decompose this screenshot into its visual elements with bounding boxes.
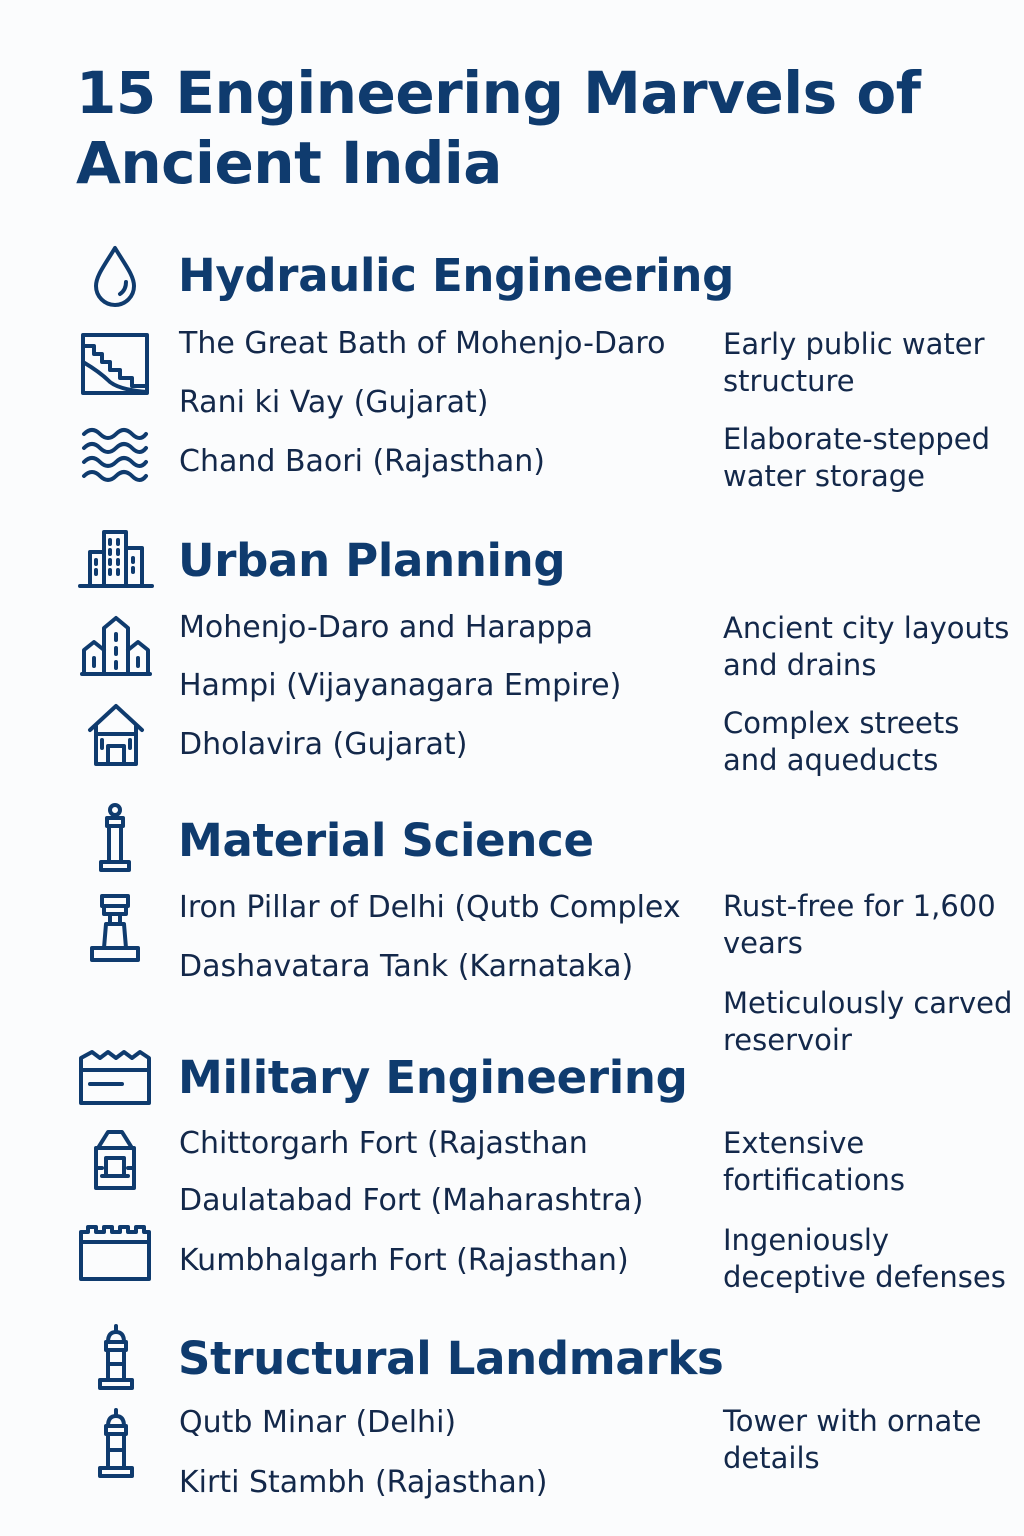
item-dholavira: Dholavira (Gujarat) bbox=[179, 727, 468, 762]
section-heading-hydraulic: Hydraulic Engineering bbox=[178, 249, 735, 302]
item-mohenjo-daro-harappa: Mohenjo-Daro and Harappa bbox=[179, 610, 593, 645]
item-qutb-minar: Qutb Minar (Delhi) bbox=[179, 1405, 457, 1440]
description: Ingeniously deceptive defenses bbox=[723, 1223, 1006, 1294]
item-rani-ki-vay: Rani ki Vay (Gujarat) bbox=[179, 385, 489, 420]
description: Early public water structure bbox=[723, 327, 985, 398]
item-great-bath: The Great Bath of Mohenjo-Daro bbox=[179, 326, 666, 361]
section-heading-military: Military Engineering bbox=[178, 1051, 688, 1104]
description: Ancient city layouts and drains bbox=[723, 611, 1010, 682]
pillar-icon bbox=[96, 802, 134, 874]
fort-gate-icon bbox=[90, 1126, 140, 1192]
section-heading-structural: Structural Landmarks bbox=[178, 1332, 724, 1385]
description: Rust-free for 1,600 vears bbox=[723, 889, 996, 960]
item-kumbhalgarh-fort: Kumbhalgarh Fort (Rajasthan) bbox=[179, 1243, 629, 1278]
city-buildings-icon bbox=[78, 528, 154, 590]
page-title: 15 Engineering Marvels of Ancient India bbox=[76, 59, 921, 197]
item-hampi: Hampi (Vijayanagara Empire) bbox=[179, 668, 622, 703]
waves-icon bbox=[80, 424, 150, 486]
description: Elaborate-stepped water storage bbox=[723, 422, 991, 493]
section-heading-material: Material Science bbox=[178, 814, 594, 867]
description: Meticulously carved reservoir bbox=[723, 986, 1013, 1057]
item-chand-baori: Chand Baori (Rajasthan) bbox=[179, 444, 545, 479]
column-icon bbox=[88, 892, 142, 964]
buildings-icon bbox=[80, 614, 152, 678]
description: Tower with ornate details bbox=[723, 1404, 982, 1475]
description: Complex streets and aqueducts bbox=[723, 706, 960, 777]
water-drop-icon bbox=[90, 244, 140, 308]
item-daulatabad-fort: Daulatabad Fort (Maharashtra) bbox=[179, 1183, 644, 1218]
item-iron-pillar: Iron Pillar of Delhi (Qutb Complex bbox=[179, 890, 681, 925]
item-chittorgarh-fort: Chittorgarh Fort (Rajasthan bbox=[179, 1126, 588, 1161]
section-heading-urban: Urban Planning bbox=[178, 534, 566, 587]
item-kirti-stambh: Kirti Stambh (Rajasthan) bbox=[179, 1465, 548, 1500]
item-dashavatara-tank: Dashavatara Tank (Karnataka) bbox=[179, 949, 634, 984]
house-icon bbox=[86, 702, 146, 768]
tower-icon bbox=[96, 1324, 136, 1392]
stepped-bath-icon bbox=[80, 332, 150, 396]
castle-wall-icon bbox=[78, 1224, 152, 1282]
description: Extensive fortifications bbox=[723, 1126, 905, 1197]
fort-wall-icon bbox=[78, 1048, 152, 1106]
minaret-icon bbox=[96, 1408, 136, 1480]
